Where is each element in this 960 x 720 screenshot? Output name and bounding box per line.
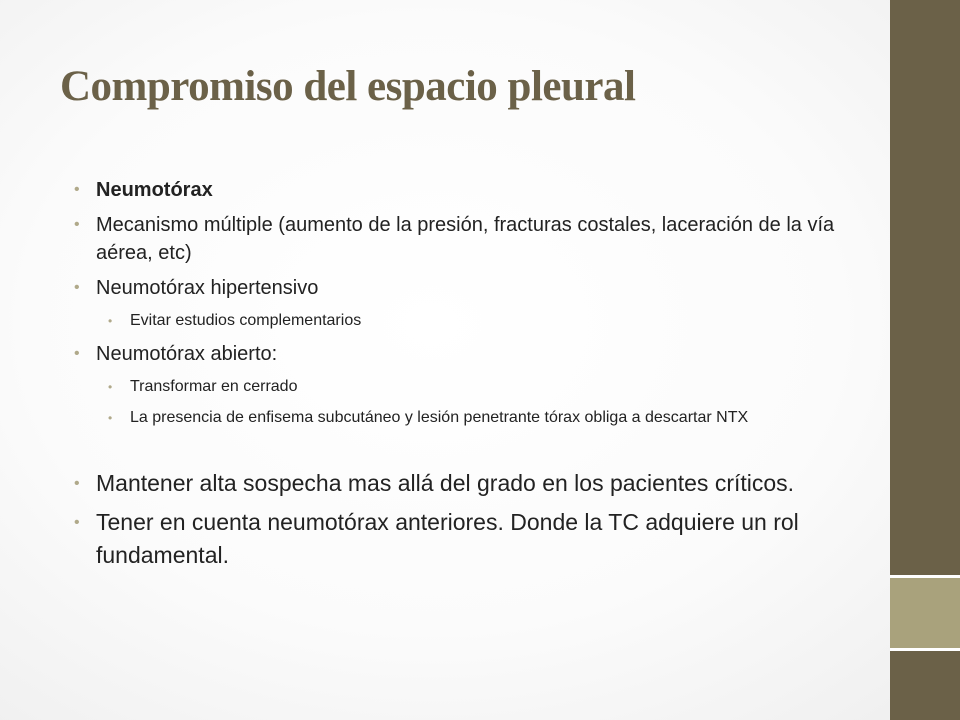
bullet-text: Neumotórax abierto: (96, 343, 278, 365)
bullet-dot-icon: • (74, 279, 80, 296)
bullet-item-mecanismo (74, 211, 864, 267)
side-bar-divider-top (890, 575, 960, 578)
slide-title: Compromiso del espacio pleural (60, 63, 636, 110)
bullet-dot-icon: • (74, 181, 80, 198)
bullet-list (74, 176, 864, 578)
bullet-dot-icon: • (74, 514, 80, 531)
bullet-text: Tener en cuenta neumotórax anteriores. Donde la TC adquiere un rol fundamental. (96, 509, 799, 568)
bullet-text: Transformar en cerrado (130, 378, 298, 395)
bullet-dot-icon: • (74, 216, 80, 233)
bullet-text: Evitar estudios complementarios (130, 312, 362, 329)
subbullet-item-enfisema (108, 406, 864, 430)
bullet-dot-icon: • (74, 345, 80, 362)
side-bar-light-block (890, 578, 960, 648)
subbullet-item-evitar (108, 309, 864, 333)
bullet-dot-icon: • (108, 411, 113, 425)
bullet-text: Neumotórax hipertensivo (96, 277, 319, 299)
spacer (74, 437, 864, 467)
bullet-item-tc (74, 506, 864, 572)
bullet-dot-icon: • (108, 380, 113, 394)
bullet-item-abierto (74, 340, 864, 368)
bullet-dot-icon: • (108, 314, 113, 328)
bullet-item-hipertensivo (74, 274, 864, 302)
bullet-item-sospecha (74, 467, 864, 500)
side-bar-divider-bottom (890, 648, 960, 651)
bullet-text: Neumotórax (96, 179, 213, 201)
subbullet-item-transformar (108, 375, 864, 399)
bullet-item-neumotorax (74, 176, 864, 204)
bullet-text: Mantener alta sospecha mas allá del grado en los pacientes críticos. (96, 470, 795, 496)
bullet-text: La presencia de enfisema subcutáneo y lesión penetrante tórax obliga a descartar NTX (130, 409, 749, 426)
bullet-dot-icon: • (74, 475, 80, 492)
bullet-text: Mecanismo múltiple (aumento de la presión, fracturas costales, laceración de la vía aérea, etc) (96, 214, 835, 264)
